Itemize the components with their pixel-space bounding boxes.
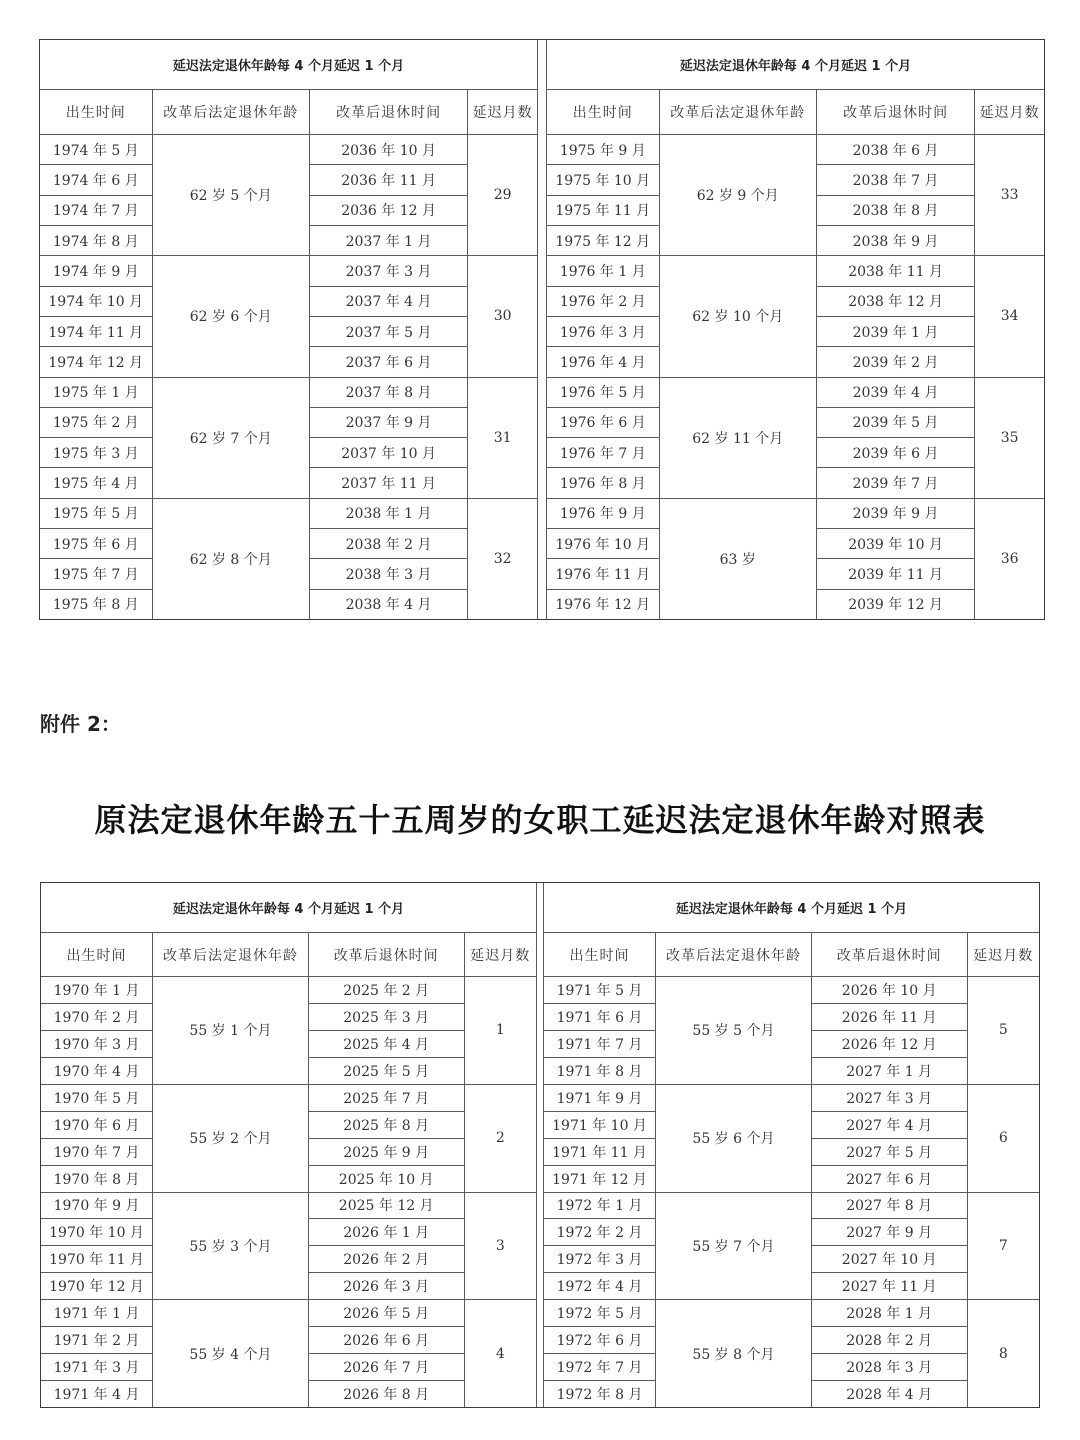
- table-row: [544, 1300, 1040, 1327]
- delay-months-cell: 35: [975, 377, 1045, 498]
- column-header-retirement-age: 改革后法定退休年龄: [153, 933, 309, 977]
- retirement-date-cell: 2039 年 9 月: [816, 498, 974, 528]
- birth-date-cell: 1976 年 1 月: [547, 256, 660, 286]
- column-header-retirement-date: 改革后退休时间: [816, 90, 974, 135]
- table-row: [41, 1300, 537, 1327]
- retirement-date-cell: 2027 年 9 月: [811, 1219, 967, 1246]
- birth-date-cell: 1970 年 11 月: [41, 1246, 153, 1273]
- birth-date-cell: 1972 年 5 月: [544, 1300, 656, 1327]
- birth-date-cell: 1975 年 7 月: [40, 559, 153, 589]
- retirement-date-cell: 2026 年 10 月: [811, 977, 967, 1004]
- delay-months-cell: 32: [468, 498, 538, 619]
- birth-date-cell: 1975 年 3 月: [40, 438, 153, 468]
- retirement-date-cell: 2038 年 7 月: [816, 165, 974, 195]
- banner-row: [547, 40, 1045, 90]
- birth-date-cell: 1975 年 9 月: [547, 135, 660, 165]
- table-row: [40, 135, 538, 165]
- birth-date-cell: 1970 年 4 月: [41, 1057, 153, 1084]
- attachment-2-table-sheet: [40, 882, 1040, 1408]
- banner-row: [544, 883, 1040, 933]
- retirement-date-cell: 2038 年 8 月: [816, 195, 974, 225]
- column-header-retirement-age: 改革后法定退休年龄: [152, 90, 309, 135]
- retirement-date-cell: 2038 年 3 月: [309, 559, 467, 589]
- retirement-date-cell: 2037 年 1 月: [309, 225, 467, 255]
- retirement-date-cell: 2039 年 11 月: [816, 559, 974, 589]
- birth-date-cell: 1970 年 9 月: [41, 1192, 153, 1219]
- retirement-table-right: [543, 882, 1040, 1408]
- delay-months-cell: 4: [464, 1300, 536, 1408]
- birth-date-cell: 1974 年 5 月: [40, 135, 153, 165]
- retirement-date-cell: 2037 年 3 月: [309, 256, 467, 286]
- column-header-row: [544, 933, 1040, 977]
- birth-date-cell: 1971 年 8 月: [544, 1057, 656, 1084]
- table-row: [547, 135, 1045, 165]
- column-header-delay-months: 延迟月数: [975, 90, 1045, 135]
- column-header-delay-months: 延迟月数: [464, 933, 536, 977]
- attachment-label: 附件 2：: [40, 712, 121, 736]
- birth-date-cell: 1970 年 12 月: [41, 1273, 153, 1300]
- retirement-date-cell: 2027 年 4 月: [811, 1111, 967, 1138]
- delay-months-cell: 31: [468, 377, 538, 498]
- column-header-row: [41, 933, 537, 977]
- retirement-date-cell: 2038 年 12 月: [816, 286, 974, 316]
- birth-date-cell: 1975 年 10 月: [547, 165, 660, 195]
- birth-date-cell: 1976 年 10 月: [547, 529, 660, 559]
- delay-months-cell: 30: [468, 256, 538, 377]
- retirement-age-cell: 62 岁 6 个月: [152, 256, 309, 377]
- column-header-row: [547, 90, 1045, 135]
- retirement-date-cell: 2039 年 4 月: [816, 377, 974, 407]
- retirement-date-cell: 2036 年 11 月: [309, 165, 467, 195]
- table-row: [547, 377, 1045, 407]
- column-header-retirement-age: 改革后法定退休年龄: [656, 933, 812, 977]
- birth-date-cell: 1974 年 9 月: [40, 256, 153, 286]
- birth-date-cell: 1971 年 4 月: [41, 1381, 153, 1408]
- retirement-date-cell: 2037 年 6 月: [309, 347, 467, 377]
- retirement-table-left: [39, 39, 538, 620]
- retirement-age-cell: 55 岁 1 个月: [153, 977, 309, 1085]
- retirement-date-cell: 2025 年 4 月: [308, 1030, 464, 1057]
- delay-months-cell: 5: [967, 977, 1039, 1085]
- table-banner: 延迟法定退休年龄每 4 个月延迟 1 个月: [547, 40, 1045, 90]
- retirement-date-cell: 2039 年 5 月: [816, 407, 974, 437]
- birth-date-cell: 1972 年 8 月: [544, 1381, 656, 1408]
- table-row: [544, 977, 1040, 1004]
- birth-date-cell: 1971 年 11 月: [544, 1138, 656, 1165]
- table-row: [41, 977, 537, 1004]
- document-title: 原法定退休年龄五十五周岁的女职工延迟法定退休年龄对照表: [94, 801, 986, 839]
- birth-date-cell: 1972 年 3 月: [544, 1246, 656, 1273]
- banner-row: [40, 40, 538, 90]
- banner-row: [41, 883, 537, 933]
- retirement-date-cell: 2037 年 5 月: [309, 316, 467, 346]
- column-header-retirement-date: 改革后退休时间: [308, 933, 464, 977]
- table-row: [547, 498, 1045, 528]
- birth-date-cell: 1974 年 12 月: [40, 347, 153, 377]
- data-table: [39, 39, 538, 620]
- table-banner: 延迟法定退休年龄每 4 个月延迟 1 个月: [40, 40, 538, 90]
- birth-date-cell: 1975 年 6 月: [40, 529, 153, 559]
- birth-date-cell: 1976 年 5 月: [547, 377, 660, 407]
- retirement-age-cell: 62 岁 10 个月: [659, 256, 816, 377]
- retirement-date-cell: 2038 年 1 月: [309, 498, 467, 528]
- retirement-age-cell: 63 岁: [659, 498, 816, 619]
- retirement-date-cell: 2038 年 11 月: [816, 256, 974, 286]
- retirement-age-cell: 55 岁 2 个月: [153, 1084, 309, 1192]
- birth-date-cell: 1976 年 9 月: [547, 498, 660, 528]
- data-table: [546, 39, 1045, 620]
- retirement-date-cell: 2027 年 5 月: [811, 1138, 967, 1165]
- birth-date-cell: 1976 年 3 月: [547, 316, 660, 346]
- birth-date-cell: 1972 年 6 月: [544, 1327, 656, 1354]
- birth-date-cell: 1976 年 2 月: [547, 286, 660, 316]
- column-header-birth: 出生时间: [544, 933, 656, 977]
- birth-date-cell: 1971 年 2 月: [41, 1327, 153, 1354]
- delay-months-cell: 8: [967, 1300, 1039, 1408]
- birth-date-cell: 1970 年 2 月: [41, 1003, 153, 1030]
- retirement-date-cell: 2027 年 11 月: [811, 1273, 967, 1300]
- retirement-date-cell: 2028 年 3 月: [811, 1354, 967, 1381]
- birth-date-cell: 1971 年 5 月: [544, 977, 656, 1004]
- retirement-date-cell: 2036 年 10 月: [309, 135, 467, 165]
- retirement-date-cell: 2037 年 11 月: [309, 468, 467, 498]
- birth-date-cell: 1972 年 7 月: [544, 1354, 656, 1381]
- delay-months-cell: 3: [464, 1192, 536, 1300]
- table-banner: 延迟法定退休年龄每 4 个月延迟 1 个月: [544, 883, 1040, 933]
- birth-date-cell: 1976 年 4 月: [547, 347, 660, 377]
- birth-date-cell: 1972 年 1 月: [544, 1192, 656, 1219]
- column-header-birth: 出生时间: [40, 90, 153, 135]
- birth-date-cell: 1971 年 9 月: [544, 1084, 656, 1111]
- column-header-delay-months: 延迟月数: [967, 933, 1039, 977]
- retirement-date-cell: 2038 年 4 月: [309, 589, 467, 619]
- retirement-date-cell: 2025 年 12 月: [308, 1192, 464, 1219]
- retirement-table-right: [546, 39, 1045, 620]
- birth-date-cell: 1970 年 1 月: [41, 977, 153, 1004]
- birth-date-cell: 1974 年 10 月: [40, 286, 153, 316]
- retirement-date-cell: 2026 年 5 月: [308, 1300, 464, 1327]
- delay-months-cell: 7: [967, 1192, 1039, 1300]
- retirement-date-cell: 2039 年 7 月: [816, 468, 974, 498]
- birth-date-cell: 1975 年 5 月: [40, 498, 153, 528]
- retirement-date-cell: 2026 年 8 月: [308, 1381, 464, 1408]
- retirement-date-cell: 2026 年 6 月: [308, 1327, 464, 1354]
- table-row: [40, 498, 538, 528]
- birth-date-cell: 1975 年 12 月: [547, 225, 660, 255]
- table-row: [41, 1192, 537, 1219]
- retirement-age-cell: 55 岁 4 个月: [153, 1300, 309, 1408]
- table-row: [544, 1084, 1040, 1111]
- retirement-date-cell: 2025 年 5 月: [308, 1057, 464, 1084]
- birth-date-cell: 1976 年 12 月: [547, 589, 660, 619]
- delay-months-cell: 6: [967, 1084, 1039, 1192]
- retirement-date-cell: 2038 年 9 月: [816, 225, 974, 255]
- retirement-date-cell: 2027 年 8 月: [811, 1192, 967, 1219]
- retirement-age-cell: 55 岁 5 个月: [656, 977, 812, 1085]
- birth-date-cell: 1975 年 1 月: [40, 377, 153, 407]
- retirement-date-cell: 2025 年 10 月: [308, 1165, 464, 1192]
- birth-date-cell: 1971 年 10 月: [544, 1111, 656, 1138]
- retirement-date-cell: 2025 年 3 月: [308, 1003, 464, 1030]
- retirement-date-cell: 2037 年 10 月: [309, 438, 467, 468]
- data-table: [40, 882, 537, 1408]
- retirement-date-cell: 2025 年 8 月: [308, 1111, 464, 1138]
- table-row: [547, 256, 1045, 286]
- delay-months-cell: 34: [975, 256, 1045, 377]
- column-header-retirement-age: 改革后法定退休年龄: [659, 90, 816, 135]
- birth-date-cell: 1970 年 10 月: [41, 1219, 153, 1246]
- retirement-date-cell: 2025 年 9 月: [308, 1138, 464, 1165]
- delay-months-cell: 29: [468, 135, 538, 256]
- retirement-date-cell: 2039 年 6 月: [816, 438, 974, 468]
- retirement-date-cell: 2027 年 10 月: [811, 1246, 967, 1273]
- retirement-age-cell: 55 岁 3 个月: [153, 1192, 309, 1300]
- retirement-age-cell: 55 岁 6 个月: [656, 1084, 812, 1192]
- delay-months-cell: 36: [975, 498, 1045, 619]
- birth-date-cell: 1971 年 7 月: [544, 1030, 656, 1057]
- retirement-date-cell: 2026 年 7 月: [308, 1354, 464, 1381]
- retirement-age-cell: 55 岁 7 个月: [656, 1192, 812, 1300]
- retirement-date-cell: 2039 年 12 月: [816, 589, 974, 619]
- column-header-delay-months: 延迟月数: [468, 90, 538, 135]
- birth-date-cell: 1970 年 3 月: [41, 1030, 153, 1057]
- delay-months-cell: 1: [464, 977, 536, 1085]
- table-row: [40, 256, 538, 286]
- retirement-date-cell: 2037 年 9 月: [309, 407, 467, 437]
- retirement-date-cell: 2028 年 1 月: [811, 1300, 967, 1327]
- birth-date-cell: 1976 年 6 月: [547, 407, 660, 437]
- continuation-table-sheet: [39, 39, 1045, 620]
- birth-date-cell: 1976 年 8 月: [547, 468, 660, 498]
- birth-date-cell: 1974 年 7 月: [40, 195, 153, 225]
- column-header-retirement-date: 改革后退休时间: [811, 933, 967, 977]
- retirement-date-cell: 2036 年 12 月: [309, 195, 467, 225]
- birth-date-cell: 1976 年 11 月: [547, 559, 660, 589]
- table-row: [40, 377, 538, 407]
- birth-date-cell: 1976 年 7 月: [547, 438, 660, 468]
- birth-date-cell: 1971 年 6 月: [544, 1003, 656, 1030]
- retirement-date-cell: 2028 年 4 月: [811, 1381, 967, 1408]
- birth-date-cell: 1974 年 11 月: [40, 316, 153, 346]
- birth-date-cell: 1975 年 11 月: [547, 195, 660, 225]
- retirement-date-cell: 2026 年 11 月: [811, 1003, 967, 1030]
- retirement-date-cell: 2025 年 2 月: [308, 977, 464, 1004]
- retirement-date-cell: 2038 年 2 月: [309, 529, 467, 559]
- retirement-date-cell: 2037 年 4 月: [309, 286, 467, 316]
- retirement-date-cell: 2026 年 2 月: [308, 1246, 464, 1273]
- retirement-age-cell: 55 岁 8 个月: [656, 1300, 812, 1408]
- retirement-date-cell: 2028 年 2 月: [811, 1327, 967, 1354]
- birth-date-cell: 1970 年 5 月: [41, 1084, 153, 1111]
- birth-date-cell: 1975 年 4 月: [40, 468, 153, 498]
- retirement-age-cell: 62 岁 5 个月: [152, 135, 309, 256]
- table-banner: 延迟法定退休年龄每 4 个月延迟 1 个月: [41, 883, 537, 933]
- retirement-date-cell: 2039 年 2 月: [816, 347, 974, 377]
- retirement-date-cell: 2038 年 6 月: [816, 135, 974, 165]
- delay-months-cell: 33: [975, 135, 1045, 256]
- retirement-table-left: [40, 882, 537, 1408]
- retirement-date-cell: 2039 年 10 月: [816, 529, 974, 559]
- retirement-date-cell: 2027 年 3 月: [811, 1084, 967, 1111]
- retirement-date-cell: 2025 年 7 月: [308, 1084, 464, 1111]
- birth-date-cell: 1974 年 6 月: [40, 165, 153, 195]
- retirement-age-cell: 62 岁 9 个月: [659, 135, 816, 256]
- retirement-date-cell: 2026 年 12 月: [811, 1030, 967, 1057]
- table-row: [41, 1084, 537, 1111]
- birth-date-cell: 1972 年 2 月: [544, 1219, 656, 1246]
- retirement-date-cell: 2026 年 3 月: [308, 1273, 464, 1300]
- retirement-date-cell: 2037 年 8 月: [309, 377, 467, 407]
- retirement-age-cell: 62 岁 8 个月: [152, 498, 309, 619]
- birth-date-cell: 1970 年 6 月: [41, 1111, 153, 1138]
- column-header-birth: 出生时间: [547, 90, 660, 135]
- retirement-age-cell: 62 岁 7 个月: [152, 377, 309, 498]
- column-header-birth: 出生时间: [41, 933, 153, 977]
- birth-date-cell: 1971 年 1 月: [41, 1300, 153, 1327]
- data-table: [543, 882, 1040, 1408]
- delay-months-cell: 2: [464, 1084, 536, 1192]
- retirement-date-cell: 2027 年 6 月: [811, 1165, 967, 1192]
- retirement-age-cell: 62 岁 11 个月: [659, 377, 816, 498]
- birth-date-cell: 1971 年 12 月: [544, 1165, 656, 1192]
- table-row: [544, 1192, 1040, 1219]
- birth-date-cell: 1970 年 8 月: [41, 1165, 153, 1192]
- retirement-date-cell: 2026 年 1 月: [308, 1219, 464, 1246]
- retirement-date-cell: 2039 年 1 月: [816, 316, 974, 346]
- birth-date-cell: 1972 年 4 月: [544, 1273, 656, 1300]
- birth-date-cell: 1975 年 8 月: [40, 589, 153, 619]
- birth-date-cell: 1970 年 7 月: [41, 1138, 153, 1165]
- birth-date-cell: 1975 年 2 月: [40, 407, 153, 437]
- column-header-retirement-date: 改革后退休时间: [309, 90, 467, 135]
- column-header-row: [40, 90, 538, 135]
- retirement-date-cell: 2027 年 1 月: [811, 1057, 967, 1084]
- birth-date-cell: 1971 年 3 月: [41, 1354, 153, 1381]
- birth-date-cell: 1974 年 8 月: [40, 225, 153, 255]
